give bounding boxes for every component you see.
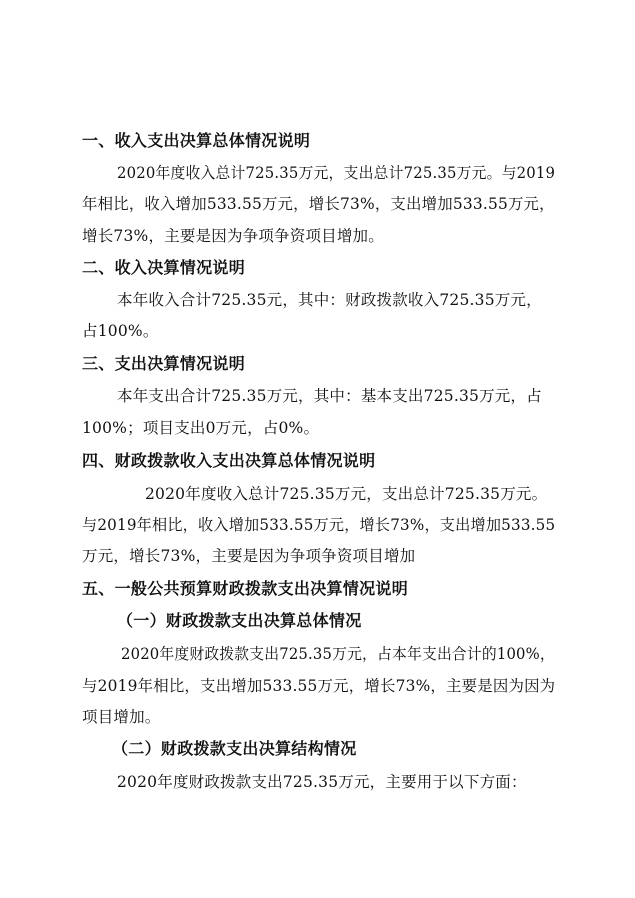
section-2-line-2: 占100%。: [82, 322, 159, 340]
section-3-line-1: 本年支出合计725.35万元，其中：基本支出725.35万元，占: [117, 387, 542, 405]
section-5-sub-1-line-3: 项目增加。: [82, 708, 161, 726]
section-4-line-1: 2020年度收入总计725.35万元，支出总计725.35万元。: [145, 485, 548, 503]
section-1-heading: 一、收入支出决算总体情况说明: [82, 131, 311, 150]
section-2-heading: 二、收入决算情况说明: [82, 258, 246, 277]
section-5-sub-1-line-1: 2020年度财政拨款支出725.35万元，占本年支出合计的100%，: [121, 645, 555, 663]
section-3-heading: 三、支出决算情况说明: [82, 354, 246, 373]
section-4-heading: 四、财政拨款收入支出决算总体情况说明: [82, 451, 376, 470]
section-5-sub-2-line-1: 2020年度财政拨款支出725.35万元，主要用于以下方面：: [117, 773, 527, 791]
section-5-sub-2-heading: （二）财政拨款支出决算结构情况: [112, 739, 357, 758]
section-1-line-2: 年相比，收入增加533.55万元，增长73%，支出增加533.55万元，: [82, 195, 555, 213]
section-5-sub-1-heading: （一）财政拨款支出决算总体情况: [117, 611, 362, 630]
section-4-line-2: 与2019年相比，收入增加533.55万元，增长73%，支出增加533.55: [82, 516, 556, 534]
section-3-line-2: 100%；项目支出0万元，占0%。: [82, 419, 320, 437]
section-2-line-1: 本年收入合计725.35元，其中：财政拨款收入725.35万元，: [117, 291, 542, 309]
section-4-line-3: 万元，增长73%，主要是因为争项争资项目增加: [82, 547, 416, 565]
section-5-heading: 五、一般公共预算财政拨款支出决算情况说明: [82, 579, 409, 598]
section-1-line-1: 2020年度收入总计725.35万元，支出总计725.35万元。与2019: [117, 164, 556, 182]
section-5-sub-1-line-2: 与2019年相比，支出增加533.55万元，增长73%，主要是因为因为: [82, 677, 556, 695]
section-1-line-3: 增长73%，主要是因为争项争资项目增加。: [82, 227, 384, 245]
